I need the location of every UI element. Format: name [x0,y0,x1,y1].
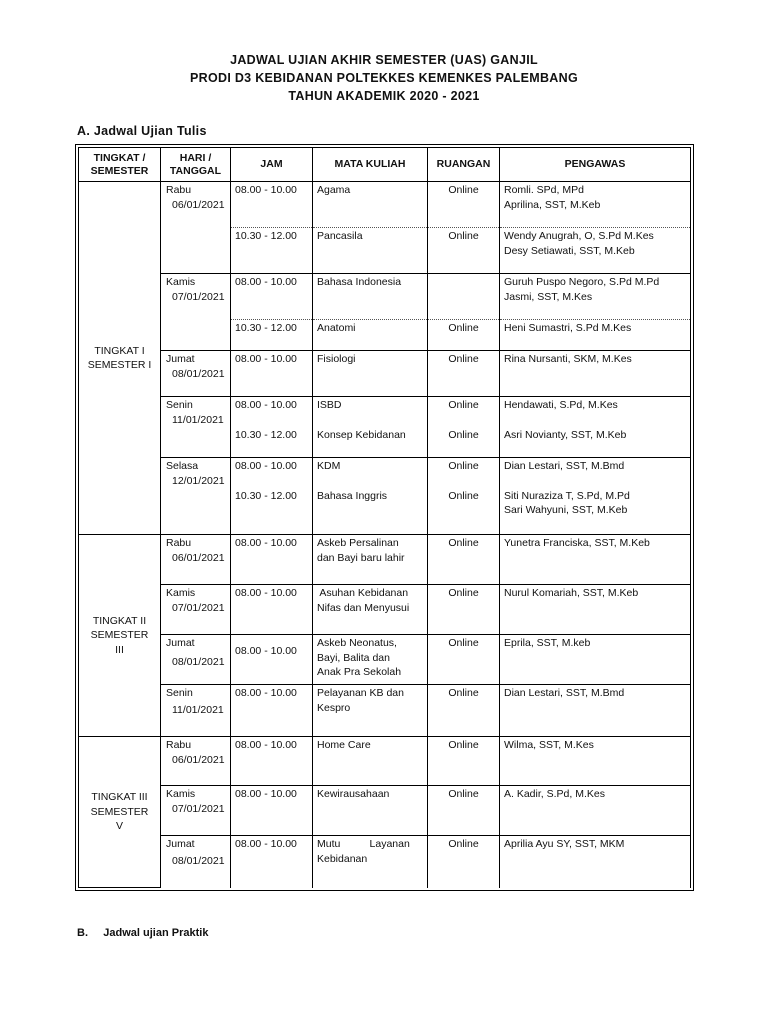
tingkat-2-cell: TINGKAT II SEMESTER III [79,535,161,737]
section-a-heading: A. Jadwal Ujian Tulis [77,124,207,138]
ruangan-cell: Online [428,397,500,427]
ruangan-cell: Online [428,685,500,737]
table-row [79,535,691,585]
jam-cell: 08.00 - 10.00 [231,274,313,320]
ruangan-cell: Online [428,786,500,836]
ruangan-cell: Online [428,836,500,888]
jam-cell: 08.00 - 10.00 [231,786,313,836]
jam-cell: 08.00 - 10.00 [231,458,313,488]
table-row [79,182,691,228]
mata-kuliah-cell: Home Care [313,737,428,786]
pengawas-cell: Siti Nuraziza T, S.Pd, M.Pd Sari Wahyuni, SST, M.Keb [500,488,691,535]
day-cell: Jumat 08/01/2021 [161,635,231,685]
pengawas-cell: Eprila, SST, M.keb [500,635,691,685]
pengawas-cell: Hendawati, S.Pd, M.Kes [500,397,691,427]
header-hari: HARI / TANGGAL [161,148,231,182]
title-line-2: PRODI D3 KEBIDANAN POLTEKKES KEMENKES PALEMBANG [190,71,578,85]
day-cell: Senin 11/01/2021 [161,397,231,458]
day-cell: Rabu 06/01/2021 [161,535,231,585]
day-cell: Kamis 07/01/2021 [161,786,231,836]
pengawas-cell: Rina Nursanti, SKM, M.Kes [500,351,691,397]
day-cell: Jumat 08/01/2021 [161,836,231,888]
ruangan-cell: Online [428,535,500,585]
jam-cell: 10.30 - 12.00 [231,427,313,458]
day-cell: Kamis 07/01/2021 [161,274,231,351]
ruangan-cell [428,274,500,320]
pengawas-cell: Dian Lestari, SST, M.Bmd [500,685,691,737]
table-row [79,458,691,488]
mata-kuliah-cell: Anatomi [313,320,428,351]
title-line-3: TAHUN AKADEMIK 2020 - 2021 [288,89,480,103]
table-row [79,635,691,685]
tingkat-1-cell: TINGKAT I SEMESTER I [79,182,161,535]
header-ruangan: RUANGAN [428,148,500,182]
header-mata-kuliah: MATA KULIAH [313,148,428,182]
jam-cell: 08.00 - 10.00 [231,585,313,635]
mata-kuliah-cell: Asuhan Kebidanan Nifas dan Menyusui [313,585,428,635]
jam-cell: 08.00 - 10.00 [231,836,313,888]
mata-kuliah-cell: Bahasa Inggris [313,488,428,535]
pengawas-cell: Aprilia Ayu SY, SST, MKM [500,836,691,888]
pengawas-cell: Nurul Komariah, SST, M.Keb [500,585,691,635]
table-row [79,786,691,836]
ruangan-cell: Online [428,585,500,635]
ruangan-cell: Online [428,458,500,488]
mata-kuliah-cell: Agama [313,182,428,228]
mata-kuliah-cell: Pancasila [313,228,428,274]
table-header-row [79,148,691,182]
mata-kuliah-cell: Fisiologi [313,351,428,397]
jam-cell: 08.00 - 10.00 [231,685,313,737]
pengawas-cell: Yunetra Franciska, SST, M.Keb [500,535,691,585]
ruangan-cell: Online [428,320,500,351]
table-row [79,274,691,320]
mata-kuliah-cell: Mutu Layanan Kebidanan [313,836,428,888]
jam-cell: 10.30 - 12.00 [231,320,313,351]
day-cell: Senin 11/01/2021 [161,685,231,737]
day-cell: Rabu 06/01/2021 [161,737,231,786]
table-row [79,351,691,397]
jam-cell: 08.00 - 10.00 [231,635,313,685]
exam-schedule-table [78,147,691,888]
table-row [79,737,691,786]
exam-schedule-table-frame [75,144,694,891]
pengawas-cell: Asri Novianty, SST, M.Keb [500,427,691,458]
ruangan-cell: Online [428,228,500,274]
tingkat-3-cell: TINGKAT III SEMESTER V [79,737,161,888]
pengawas-cell: Romli. SPd, MPd Aprilina, SST, M.Keb [500,182,691,228]
ruangan-cell: Online [428,635,500,685]
mata-kuliah-cell: Askeb Persalinan dan Bayi baru lahir [313,535,428,585]
day-cell: Selasa 12/01/2021 [161,458,231,535]
table-row [79,685,691,737]
day-cell: Jumat 08/01/2021 [161,351,231,397]
pengawas-cell: Wilma, SST, M.Kes [500,737,691,786]
pengawas-cell: Dian Lestari, SST, M.Bmd [500,458,691,488]
header-tingkat: TINGKAT / SEMESTER [79,148,161,182]
ruangan-cell: Online [428,737,500,786]
jam-cell: 08.00 - 10.00 [231,737,313,786]
table-row [79,585,691,635]
jam-cell: 08.00 - 10.00 [231,351,313,397]
document-title [0,51,768,105]
mata-kuliah-cell: Kewirausahaan [313,786,428,836]
day-cell: Kamis 07/01/2021 [161,585,231,635]
ruangan-cell: Online [428,488,500,535]
pengawas-cell: Guruh Puspo Negoro, S.Pd M.Pd Jasmi, SST, M.Kes [500,274,691,320]
table-row [79,836,691,888]
day-cell: Rabu 06/01/2021 [161,182,231,274]
table-row [79,397,691,427]
jam-cell: 10.30 - 12.00 [231,488,313,535]
jam-cell: 08.00 - 10.00 [231,535,313,585]
mata-kuliah-cell: Askeb Neonatus, Bayi, Balita dan Anak Pra Sekolah [313,635,428,685]
pengawas-cell: Heni Sumastri, S.Pd M.Kes [500,320,691,351]
mata-kuliah-cell: Pelayanan KB dan Kespro [313,685,428,737]
header-pengawas: PENGAWAS [500,148,691,182]
mata-kuliah-cell: KDM [313,458,428,488]
section-b-heading: B. Jadwal ujian Praktik [77,927,209,939]
jam-cell: 10.30 - 12.00 [231,228,313,274]
ruangan-cell: Online [428,182,500,228]
title-line-1: JADWAL UJIAN AKHIR SEMESTER (UAS) GANJIL [230,53,538,67]
header-jam: JAM [231,148,313,182]
jam-cell: 08.00 - 10.00 [231,397,313,427]
pengawas-cell: A. Kadir, S.Pd, M.Kes [500,786,691,836]
mata-kuliah-cell: Bahasa Indonesia [313,274,428,320]
mata-kuliah-cell: ISBD [313,397,428,427]
mata-kuliah-cell: Konsep Kebidanan [313,427,428,458]
ruangan-cell: Online [428,427,500,458]
pengawas-cell: Wendy Anugrah, O, S.Pd M.Kes Desy Setiawati, SST, M.Keb [500,228,691,274]
ruangan-cell: Online [428,351,500,397]
jam-cell: 08.00 - 10.00 [231,182,313,228]
